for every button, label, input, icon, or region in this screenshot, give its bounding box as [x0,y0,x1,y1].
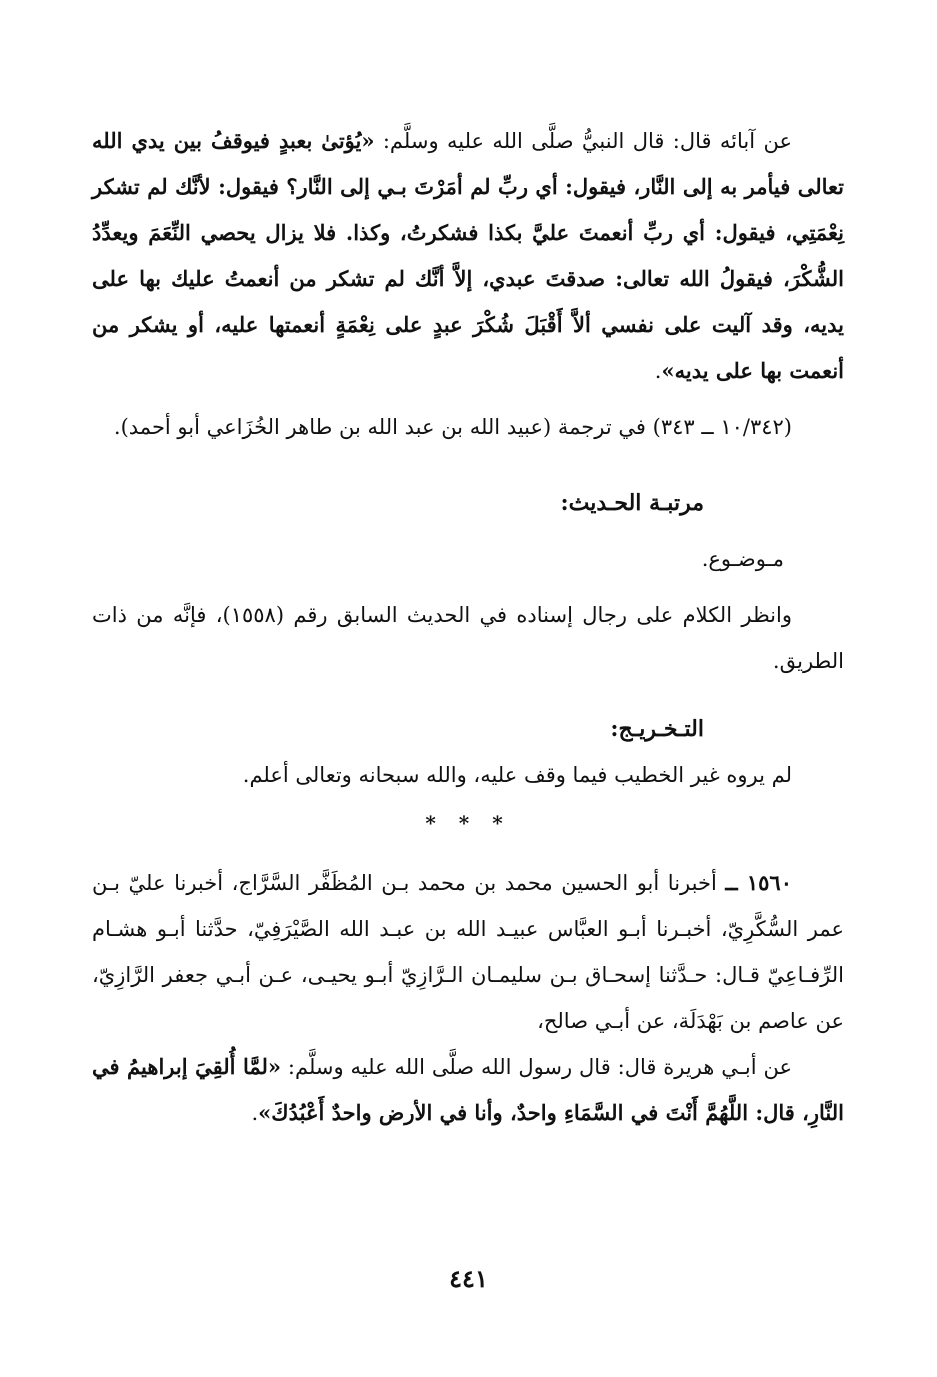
narration-intro: عن آبائه قال: قال النبيُّ صلَّى الله عليه وسلَّم: [374,129,792,153]
page-body [92,118,844,1136]
hadith-ruling: مـوضـوع. [701,547,784,571]
isnad-chain: أخبرنا أبو الحسين محمد بن محمد بـن المُظَفَّر السَّرَّاج، أخبرنا عليّ بـن عمر السُّكَّرِيّ، أخبـرنا أبـو العبَّاس عبيـد الله بن عبـد الله الصَّيْرَفِيّ، حدَّثنا أبـو هشـام الرِّفـاعِيّ قـال: حـدَّثنا إسحـاق بـن سليمـان الـرَّازِيّ أبـو يحيـى، عـن أبـي جعفر الرَّازِيّ، عن عاصم بن بَهْدَلَة، عن أبـي صالح، [92,871,844,1033]
paragraph-end: . [654,359,662,383]
section-separator: * * * [425,811,511,835]
section-heading-rank: مرتبـة الحـديث: [560,490,704,516]
see-also-note: وانظر الكلام على رجال إسناده في الحديث السابق رقم (١٥٥٨)، فإنَّه من ذات الطريق. [92,603,844,673]
hadith-quote: «يُؤتىٰ بعبدٍ فيوقفُ بين يدي الله تعالى فيأمر به إلى النَّار، فيقول: أي ربِّ لم أمَرْتَ بـي إلى النَّار؟ فيقول: لأنَّك لم تشكر نِعْمَتِي، فيقول: أي ربِّ أنعمتَ عليَّ بكذا فشكرتُ، وكذا. فلا يزال يحصي النِّعَمَ ويعدِّدُ الشُّكْرَ، فيقولُ الله تعالى: صدقتَ عبدي، إلاَّ أنَّك لم تشكر من أنعمتُ عليك بها على يديه، وقد آليت على نفسي ألاَّ أَقْبَلَ شُكْرَ عبدٍ على نِعْمَةٍ أنعمتها عليه، أو يشكر من أنعمت بها على يديه» [92,128,844,383]
hadith-quote-2: «لمَّا أُلقِيَ إبراهيمُ في النَّارِ، قال: اللَّهُمَّ أَنْتَ في السَّمَاءِ واحدٌ، وأنا في الأرض واحدٌ أَعْبُدُكَ» [92,1054,844,1125]
section-heading-takhrij: التـخـريـج: [610,716,704,742]
narration-intro-2: عن أبـي هريرة قال: قال رسول الله صلَّى الله عليه وسلَّم: [281,1055,792,1079]
source-reference: (١٠/٣٤٢ ــ ٣٤٣) في ترجمة (عبيد الله بن عبد الله بن طاهر الخُزَاعي أبو أحمد). [113,415,792,439]
hadith-text-paragraph-2 [92,1044,844,1136]
hadith-text-paragraph [92,118,844,394]
paragraph-end-2: . [251,1101,259,1125]
page-number: ٤٤١ [449,1264,488,1293]
hadith-number: ١٥٦٠ ــ [725,870,792,895]
isnad-chain-paragraph [92,860,844,1044]
takhrij-text: لم يروه غير الخطيب فيما وقف عليه، والله سبحانه وتعالى أعلم. [242,763,792,787]
